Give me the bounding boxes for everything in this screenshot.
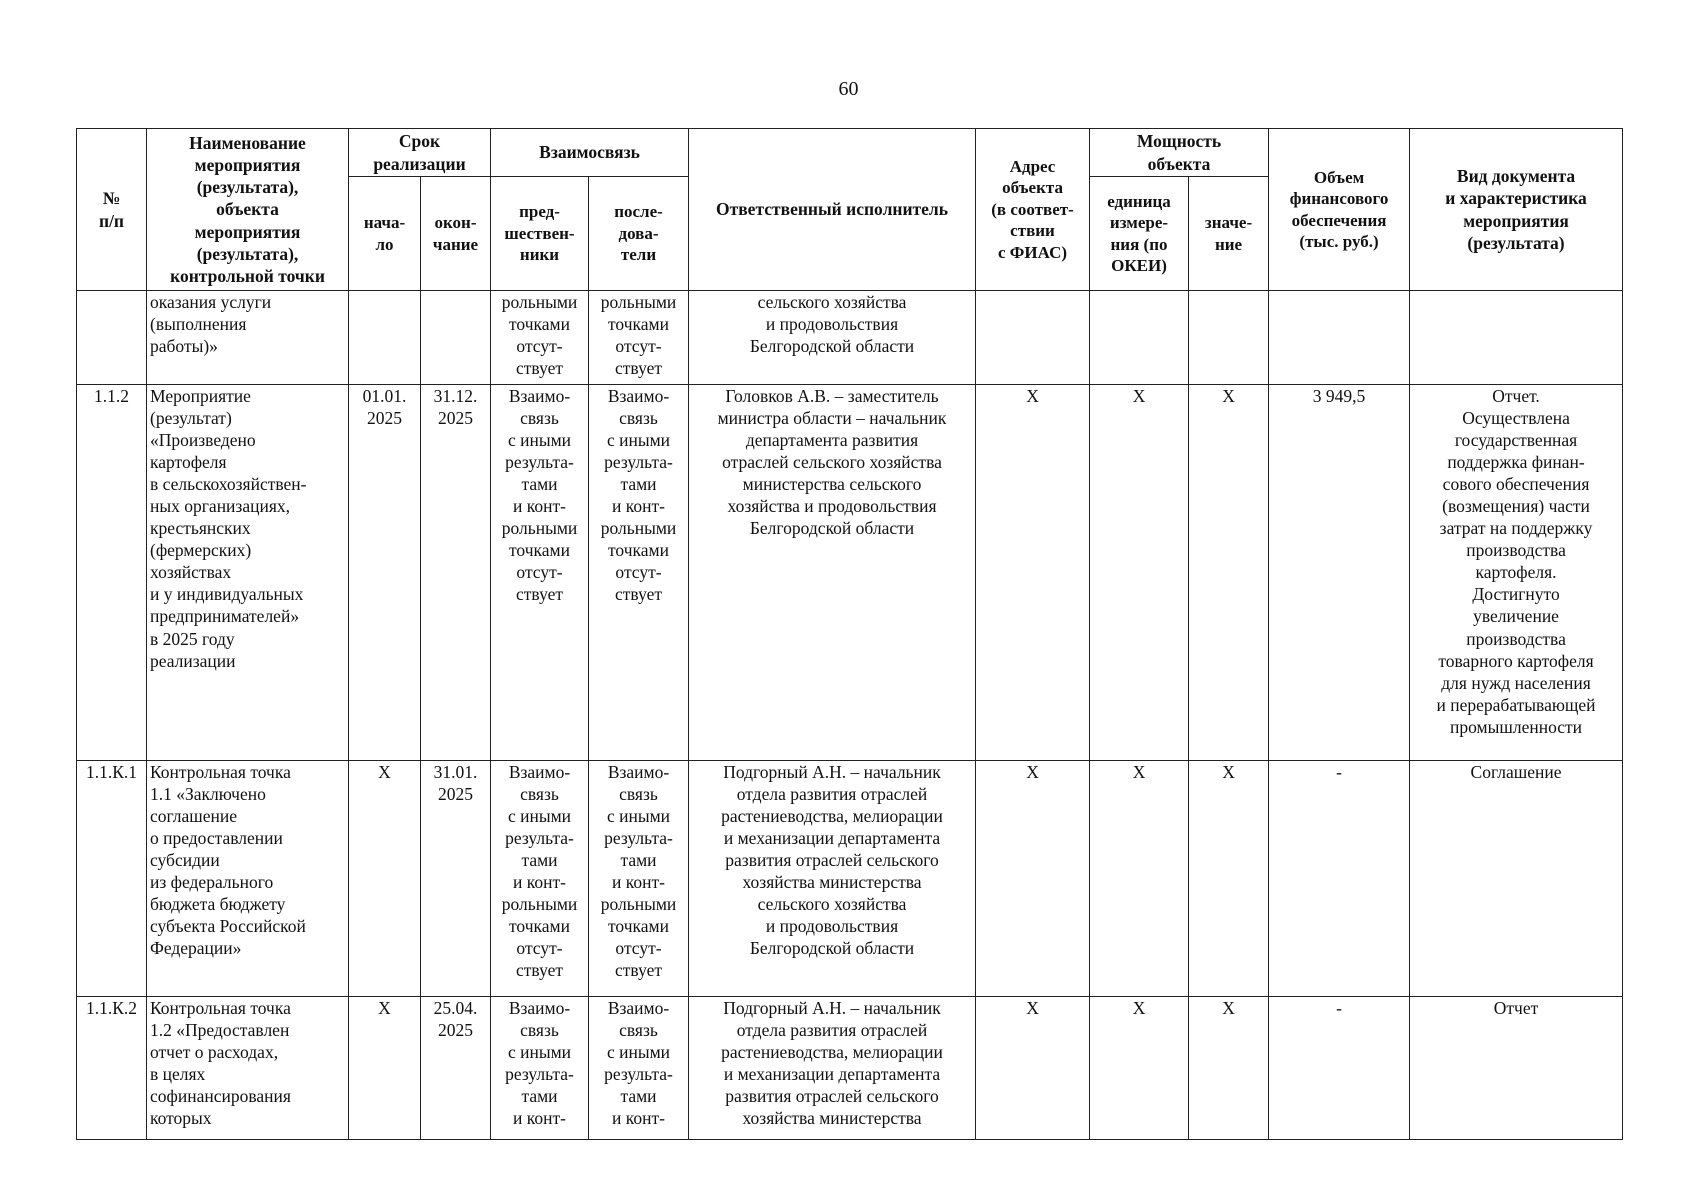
table-row xyxy=(77,761,1623,997)
row-value: X xyxy=(1189,385,1269,761)
row-finance: - xyxy=(1269,761,1410,997)
plan-table xyxy=(76,128,1623,1140)
header-num: № п/п xyxy=(77,129,147,291)
row-address: X xyxy=(976,997,1090,1140)
row-value xyxy=(1189,291,1269,385)
row-address: X xyxy=(976,761,1090,997)
table-row xyxy=(77,291,1623,385)
row-end: 31.12. 2025 xyxy=(421,385,491,761)
header-capacity-unit: единица измере- ния (по ОКЕИ) xyxy=(1090,177,1189,291)
row-next: Взаимо- связь с иными результа- тами и конт- рольными точками отсут- ствует xyxy=(589,761,689,997)
header-capacity-value: значе- ние xyxy=(1189,177,1269,291)
row-start: 01.01. 2025 xyxy=(349,385,421,761)
row-responsible: Головков А.В. – заместитель министра области – начальник департамента развития отраслей сельского хозяйства министерства сельского хозяйства и продовольствия Белгородской области xyxy=(689,385,976,761)
header-capacity: Мощность объекта xyxy=(1090,129,1269,177)
row-doc: Отчет xyxy=(1410,997,1623,1140)
table-row xyxy=(77,997,1623,1140)
row-end xyxy=(421,291,491,385)
row-next: Взаимо- связь с иными результа- тами и конт- рольными точками отсут- ствует xyxy=(589,385,689,761)
row-next: Взаимо- связь с иными результа- тами и конт- xyxy=(589,997,689,1140)
row-value: X xyxy=(1189,761,1269,997)
row-name: Контрольная точка 1.1 «Заключено соглашение о предоставлении субсидии из федерального бюджета бюджету субъекта Российской Федерации» xyxy=(147,761,349,997)
header-name: Наименование мероприятия (результата), объекта мероприятия (результата), контрольной точки xyxy=(147,129,349,291)
row-name: Контрольная точка 1.2 «Предоставлен отчет о расходах, в целях софинансирования которых xyxy=(147,997,349,1140)
row-prev: Взаимо- связь с иными результа- тами и конт- рольными точками отсут- ствует xyxy=(491,385,589,761)
row-num: 1.1.2 xyxy=(77,385,147,761)
row-start: X xyxy=(349,997,421,1140)
row-prev: рольными точками отсут- ствует xyxy=(491,291,589,385)
header-link-next: после- дова- тели xyxy=(589,177,689,291)
row-doc: Соглашение xyxy=(1410,761,1623,997)
page-number: 60 xyxy=(838,78,859,100)
row-end: 31.01. 2025 xyxy=(421,761,491,997)
row-responsible: сельского хозяйства и продовольствия Белгородской области xyxy=(689,291,976,385)
header-link: Взаимосвязь xyxy=(491,129,689,177)
row-next: рольными точками отсут- ствует xyxy=(589,291,689,385)
row-unit: X xyxy=(1090,761,1189,997)
row-end: 25.04. 2025 xyxy=(421,997,491,1140)
row-value: X xyxy=(1189,997,1269,1140)
row-address xyxy=(976,291,1090,385)
row-start: X xyxy=(349,761,421,997)
row-finance xyxy=(1269,291,1410,385)
row-finance: - xyxy=(1269,997,1410,1140)
row-prev: Взаимо- связь с иными результа- тами и конт- xyxy=(491,997,589,1140)
row-address: X xyxy=(976,385,1090,761)
row-unit: X xyxy=(1090,385,1189,761)
header-responsible: Ответственный исполнитель xyxy=(689,129,976,291)
header-term: Срок реализации xyxy=(349,129,491,177)
row-name: Мероприятие (результат) «Произведено картофеля в сельскохозяйствен- ных организациях, крестьянских (фермерских) хозяйствах и у индивидуальных предпринимателей» в 2025 году реализации xyxy=(147,385,349,761)
row-responsible: Подгорный А.Н. – начальник отдела развития отраслей растениеводства, мелиорации и механизации департамента развития отраслей сельского хозяйства министерства сельского хозяйства и продовольствия Белгородской области xyxy=(689,761,976,997)
header-term-end: окон- чание xyxy=(421,177,491,291)
row-num xyxy=(77,291,147,385)
row-name: оказания услуги (выполнения работы)» xyxy=(147,291,349,385)
header-term-start: нача- ло xyxy=(349,177,421,291)
row-prev: Взаимо- связь с иными результа- тами и конт- рольными точками отсут- ствует xyxy=(491,761,589,997)
row-responsible: Подгорный А.Н. – начальник отдела развития отраслей растениеводства, мелиорации и механизации департамента развития отраслей сельского хозяйства министерства xyxy=(689,997,976,1140)
row-finance: 3 949,5 xyxy=(1269,385,1410,761)
row-unit: X xyxy=(1090,997,1189,1140)
header-address: Адрес объекта (в соответ- ствии с ФИАС) xyxy=(976,129,1090,291)
header-finance: Объем финансового обеспечения (тыс. руб.) xyxy=(1269,129,1410,291)
row-num: 1.1.К.1 xyxy=(77,761,147,997)
row-start xyxy=(349,291,421,385)
row-num: 1.1.К.2 xyxy=(77,997,147,1140)
row-unit xyxy=(1090,291,1189,385)
header-doc-type: Вид документа и характеристика мероприятия (результата) xyxy=(1410,129,1623,291)
table-row xyxy=(77,385,1623,761)
row-doc xyxy=(1410,291,1623,385)
row-doc: Отчет. Осуществлена государственная поддержка финан- сового обеспечения (возмещения) части затрат на поддержку производства картофеля. Достигнуто увеличение производства товарного картофеля для нужд населения и перерабатывающей промышленности xyxy=(1410,385,1623,761)
header-link-prev: пред- шествен- ники xyxy=(491,177,589,291)
